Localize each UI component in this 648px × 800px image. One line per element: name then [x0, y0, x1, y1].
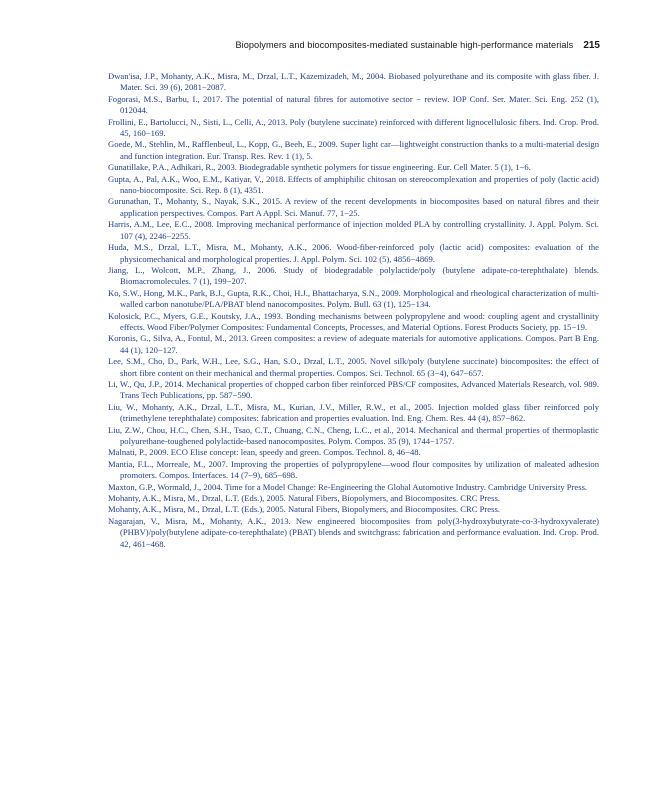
- reference-item[interactable]: Mantia, F.L., Morreale, M., 2007. Improving the properties of polypropylene—wood flour composites by utilization of maleated adhesion promoters. Compos. Interfaces. 14 (7−9), 685−698.: [108, 458, 599, 481]
- reference-item[interactable]: Kolosick, P.C., Myers, G.E., Koutsky, J.A., 1993. Bonding mechanisms between polypropylene and wood: coupling agent and crystallinity effects. Wood Fiber/Polymer Composites: Fundamental Concepts, Processes, and Material Options. Forest Products Society, pp. 15−19.: [108, 310, 599, 332]
- running-header: [108, 40, 600, 51]
- reference-item[interactable]: Huda, M.S., Drzal, L.T., Misra, M., Mohanty, A.K., 2006. Wood-fiber-reinforced poly (lactic acid) composites: evaluation of the physicomechanical and morphological properties. J. Appl. Polym. Sci. 102 (5), 4856−4869.: [108, 242, 599, 264]
- reference-item[interactable]: Goede, M., Stehlin, M., Rafflenbeul, L., Kopp, G., Beeh, E., 2009. Super light car—lightweight construction thanks to a multi-material design and function integration. Eur. Transp. Res. Rev. 1 (1), 5.: [108, 139, 599, 161]
- reference-item[interactable]: Dwan'isa, J.P., Mohanty, A.K., Misra, M., Drzal, L.T., Kazemizadeh, M., 2004. Biobased polyurethane and its composite with glass fiber. J. Mater. Sci. 39 (6), 2081−2087.: [108, 71, 599, 93]
- reference-item[interactable]: Mohanty, A.K., Misra, M., Drzal, L.T. (Eds.), 2005. Natural Fibers, Biopolymers, and Biocomposites. CRC Press.: [108, 493, 500, 504]
- reference-item[interactable]: Fogorasi, M.S., Barbu, I., 2017. The potential of natural fibres for automotive sector − review. IOP Conf. Ser. Mater. Sci. Eng. 252 (1), 012044.: [108, 93, 599, 116]
- reference-item[interactable]: Gurunathan, T., Mohanty, S., Nayak, S.K., 2015. A review of the recent developments in biocomposites based on natural fibres and their application perspectives. Compos. Part A Appl. Sci. Manuf. 77, 1−25.: [108, 196, 599, 218]
- reference-item[interactable]: Malnati, P., 2009. ECO Elise concept: lean, speedy and green. Compos. Technol. 8, 46−48.: [108, 447, 421, 458]
- reference-item[interactable]: Nagarajan, V., Misra, M., Mohanty, A.K., 2013. New engineered biocomposites from poly(3-hydroxybutyrate-co-3-hydroxyvalerate) (PHBV)/poly(butylene adipate-co-terephthalate) (PBAT) blends and switchgrass: fabrication and performance evaluation. Ind. Crop. Prod. 42, 461−468.: [108, 515, 599, 549]
- reference-item[interactable]: Koronis, G., Silva, A., Fontul, M., 2013. Green composites: a review of adequate materials for automotive applications. Compos. Part B Eng. 44 (1), 120−127.: [108, 333, 599, 355]
- reference-list: [108, 71, 599, 550]
- reference-item[interactable]: Harris, A.M., Lee, E.C., 2008. Improving mechanical performance of injection molded PLA by controlling crystallinity. J. Appl. Polym. Sci. 107 (4), 2246−2255.: [108, 219, 599, 241]
- reference-item[interactable]: Gupta, A., Pal, A.K., Woo, E.M., Katiyar, V., 2018. Effects of amphiphilic chitosan on stereocomplexation and properties of poly (lactic acid) nano-biocomposite. Sci. Rep. 8 (1), 4351.: [108, 173, 599, 196]
- reference-item[interactable]: Mohanty, A.K., Misra, M., Drzal, L.T. (Eds.), 2005. Natural Fibers, Biopolymers, and Biocomposites. CRC Press.: [108, 504, 500, 515]
- reference-item[interactable]: Maxton, G.P., Wormald, J., 2004. Time for a Model Change: Re-Engineering the Global Automotive Industry. Cambridge University Press.: [108, 481, 588, 492]
- reference-item[interactable]: Li, W., Qu, J.P., 2014. Mechanical properties of chopped carbon fiber reinforced PBS/CF composites, Advanced Materials Research, vol. 989. Trans Tech Publications, pp. 587−590.: [108, 378, 599, 401]
- reference-item[interactable]: Lee, S.M., Cho, D., Park, W.H., Lee, S.G., Han, S.O., Drzal, L.T., 2005. Novel silk/poly (butylene succinate) biocomposites: the effect of short fibre content on their mechanical and thermal properties. Compos. Sci. Technol. 65 (3−4), 647−657.: [108, 356, 599, 378]
- reference-item[interactable]: Frollini, E., Bartolucci, N., Sisti, L., Celli, A., 2013. Poly (butylene succinate) reinforced with different lignocellulosic fibers. Ind. Crop. Prod. 45, 160−169.: [108, 116, 599, 139]
- reference-item[interactable]: Ko, S.W., Hong, M.K., Park, B.J., Gupta, R.K., Choi, H.J., Bhattacharya, S.N., 2009. Morphological and rheological characterization of multi-walled carbon nanotube/PLA/PBAT blend nanocomposites. Polym. Bull. 63 (1), 125−134.: [108, 287, 599, 310]
- page-number: 215: [583, 40, 600, 51]
- reference-item[interactable]: Gunatillake, P.A., Adhikari, R., 2003. Biodegradable synthetic polymers for tissue engineering. Eur. Cell Mater. 5 (1), 1−6.: [108, 162, 531, 173]
- reference-item[interactable]: Liu, W., Mohanty, A.K., Drzal, L.T., Misra, M., Kurian, J.V., Miller, R.W., et al., 2005. Injection molded glass fiber reinforced poly (trimethylene terephthalate) composites: fabrication and properties evaluation. Ind. Eng. Chem. Res. 44 (4), 857−862.: [108, 401, 599, 424]
- reference-item[interactable]: Jiang, L., Wolcott, M.P., Zhang, J., 2006. Study of biodegradable polylactide/poly (butylene adipate-co-terephthalate) blends. Biomacromolecules. 7 (1), 199−207.: [108, 264, 599, 287]
- reference-item[interactable]: Liu, Z.W., Chou, H.C., Chen, S.H., Tsao, C.T., Chuang, C.N., Cheng, L.C., et al., 2014. Mechanical and thermal properties of thermoplastic polyurethane-toughened polylactide-based nanocomposites. Polym. Compos. 35 (9), 1744−1757.: [108, 424, 599, 446]
- running-title: Biopolymers and biocomposites-mediated sustainable high-performance materials: [235, 40, 574, 50]
